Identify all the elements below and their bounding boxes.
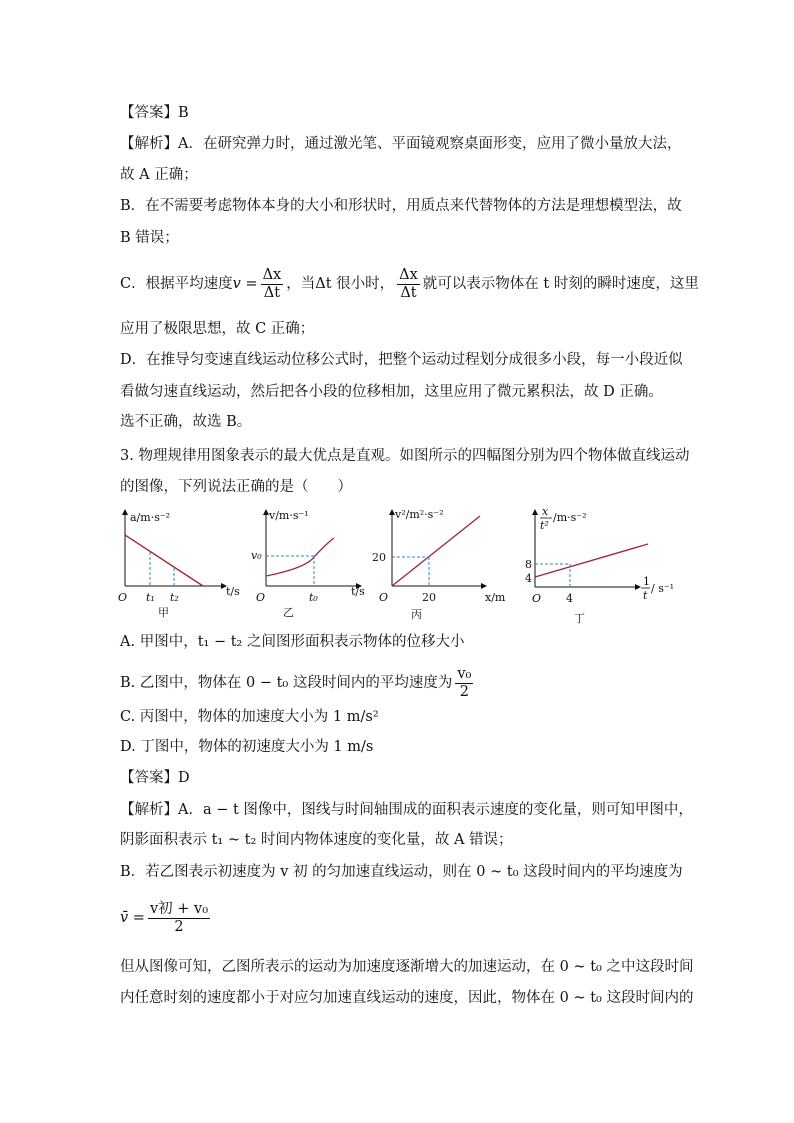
- answer-tag: 【答案】: [120, 770, 178, 786]
- analysis-b-line1: B．在不需要考虑物体本身的大小和形状时，用质点来代替物体的方法是理想模型法，故: [120, 198, 682, 214]
- analysis-b-line2: B 错误；: [120, 230, 179, 246]
- y-label-num: x: [542, 505, 549, 518]
- analysis-tag: 【解析】: [120, 136, 178, 152]
- x-label-num: 1: [643, 575, 650, 588]
- origin-label: O: [532, 592, 542, 605]
- analysis3-b-line3: 内任意时刻的速度都小于对应匀加速直线运动的速度，因此，物体在 0 ~ t₀ 这段时间内的: [120, 990, 694, 1006]
- option-a: A. 甲图中，t₁ − t₂ 之间图形面积表示物体的位移大小: [120, 634, 465, 650]
- graph-line: [535, 544, 648, 577]
- y-label-unit: /m·s⁻²: [553, 511, 587, 524]
- x-label-den: t: [643, 589, 648, 602]
- formula-lhs: v̄ =: [120, 910, 145, 926]
- answer-line-1: [120, 103, 189, 123]
- answer-value: B: [178, 105, 189, 121]
- t2-label: t₂: [170, 591, 179, 604]
- analysis3-a-line2: 阴影面积表示 t₁ ~ t₂ 时间内物体速度的变化量，故 A 错误；: [120, 832, 513, 848]
- delta-fraction-1: $\frac{\Delta x}{\Delta t}$: [262, 266, 282, 301]
- analysis-d-line1: D．在推导匀变速直线运动位移公式时，把整个运动过程划分成很多小段，每一小段近似: [120, 352, 683, 368]
- y-axis-label: a/m·s⁻²: [130, 511, 171, 524]
- question3-line2: 的图像，下列说法正确的是（ ）: [120, 479, 352, 495]
- analysis-conclusion: 选不正确，故选 B。: [120, 414, 252, 430]
- analysis3-b-line1: B．若乙图表示初速度为 v 初 的匀加速直线运动，则在 0 ~ t₀ 这段时间内的平均速度为: [120, 864, 683, 880]
- origin-label: O: [379, 591, 389, 604]
- t0-label: t₀: [309, 591, 318, 604]
- v0-label: v₀: [251, 549, 262, 562]
- analysis-a-line1: 【解析】A．在研究弹力时，通过激光笔、平面镜观察桌面形变，应用了微小量放大法，: [120, 136, 682, 152]
- answer-line-3: [120, 768, 190, 788]
- y-tick-8: 8: [525, 558, 532, 571]
- y-label-den: t²: [540, 519, 549, 532]
- x-tick-20: 20: [422, 591, 436, 604]
- analysis-c-line1: C．根据平均速度v = $\frac{\Delta x}{\Delta t}$ ，当Δt 很小时， $\frac{\Delta x}{\Delta t}$ 就可以表示物体在 t 时刻的瞬时速度，这里: [120, 266, 699, 301]
- caption: 乙: [283, 606, 294, 619]
- analysis3-b-line2: 但从图像可知，乙图所表示的运动为加速度逐渐增大的加速运动，在 0 ~ t₀ 之中这段时间: [120, 959, 694, 975]
- y-axis-label: v/m·s⁻¹: [269, 509, 309, 522]
- average-velocity-formula: [120, 898, 213, 938]
- velocity-symbol: v =: [232, 276, 258, 292]
- y-axis-label: v²/m²·s⁻²: [395, 508, 444, 521]
- graph-line: [392, 516, 480, 586]
- t1-label: t₁: [146, 591, 155, 604]
- graph-curve: [266, 538, 334, 576]
- graph-yi: [251, 508, 376, 628]
- y-tick-4: 4: [525, 572, 532, 585]
- option-d: D. 丁图中，物体的初速度大小为 1 m/s: [120, 739, 374, 755]
- x-label-unit: / s⁻¹: [651, 582, 675, 595]
- origin-label: O: [118, 591, 128, 604]
- origin-label: O: [256, 591, 266, 604]
- graph-bing: [371, 506, 516, 628]
- formula-fraction: $\frac{\text{v初 + v₀}}{2}$: [149, 900, 209, 935]
- graph-line: [125, 535, 203, 586]
- v0-half-fraction: $\frac{\text{v₀}}{2}$: [457, 665, 472, 700]
- x-axis-label: t/s: [226, 585, 240, 598]
- answer-tag: 【答案】: [120, 105, 178, 121]
- analysis-d-line2: 看做匀速直线运动，然后把各小段的位移相加，这里应用了微元累积法，故 D 正确。: [120, 384, 663, 400]
- x-axis-label: x/m: [485, 591, 506, 604]
- option-b: B. 乙图中，物体在 0 − t₀ 这段时间内的平均速度为 $\frac{\text{v₀}}{2}$: [120, 665, 472, 700]
- caption: 甲: [158, 606, 169, 619]
- y-tick-20: 20: [372, 551, 386, 564]
- x-axis-label: t/s: [351, 585, 365, 598]
- analysis3-a-line1: 【解析】A．a − t 图像中，图线与时间轴围成的面积表示速度的变化量，则可知甲图中，: [120, 802, 693, 818]
- analysis-tag: 【解析】: [120, 802, 178, 818]
- graph-ding: [520, 502, 680, 630]
- question3-line1: 3. 物理规律用图象表示的最大优点是直观。如图所示的四幅图分别为四个物体做直线运动: [120, 448, 690, 464]
- x-tick-4: 4: [566, 592, 573, 605]
- option-c: C. 丙图中，物体的加速度大小为 1 m/s²: [120, 709, 379, 725]
- answer-value: D: [178, 770, 190, 786]
- analysis-a-line2: 故 A 正确；: [120, 167, 198, 183]
- graph-jia: [118, 508, 243, 628]
- delta-fraction-2: $\frac{\Delta x}{\Delta t}$: [399, 266, 418, 301]
- caption: 丁: [574, 612, 585, 625]
- caption: 丙: [411, 608, 422, 621]
- analysis-c-line2: 应用了极限思想，故 C 正确；: [120, 321, 315, 337]
